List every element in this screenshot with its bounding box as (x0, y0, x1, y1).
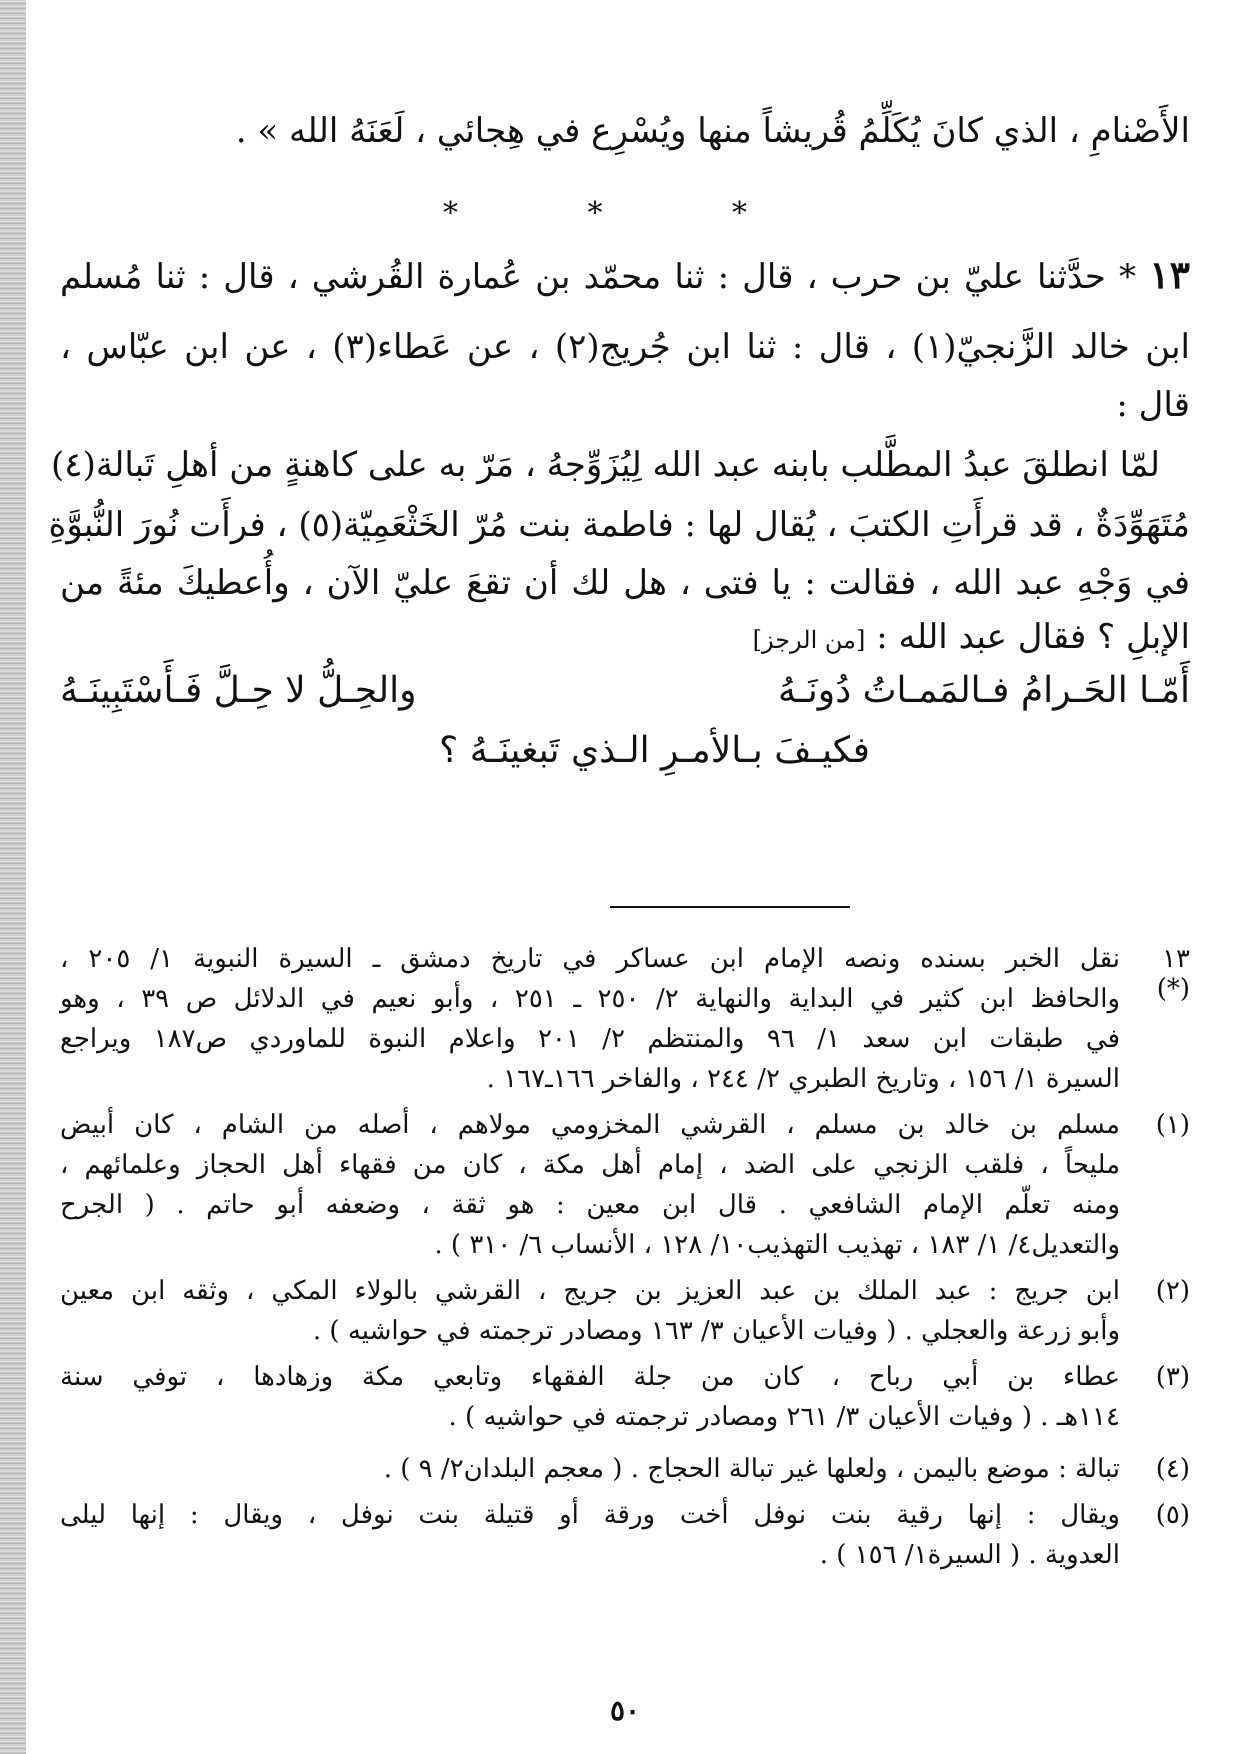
footnote-1-line-3: ومنه تعلّم الإمام الشافعي . قال ابن معين : هو ثقة ، وضعفه أبو حاتم . ( الجرح (60, 1190, 1120, 1220)
hadith-para-4-text: الإبلِ ؟ فقال عبد الله : (876, 617, 1190, 657)
hadith-para-3: في وَجْهِ عبد الله ، فقالت : يا فتى ، هل لك أن تقعَ عليّ الآن ، وأُعطيكَ مئةً من (60, 563, 1190, 603)
hadith-isnad-1: * حدَّثنا عليّ بن حرب ، قال : ثنا محمّد بن عُمارة القُرشي ، قال : ثنا مُسلم (60, 257, 1137, 297)
footnote-3-line-2: ١١٤هـ . ( وفيات الأعيان ٣/ ٢٦١ ومصادر ترجمته في حواشيه ) . (448, 1402, 1120, 1432)
footnote-2-line-1: ابن جريج : عبد الملك بن عبد العزيز بن جريج ، القرشي بالولاء المكي ، وثقه ابن معين (60, 1276, 1120, 1306)
footnote-1-line-1: مسلم بن خالد بن مسلم ، القرشي المخزومي مولاهم ، أصله من الشام ، كان أبيض (60, 1110, 1120, 1140)
verse-line-2: فكيـفَ بـالأمـرِ الـذي تَبغينَـهُ ؟ (439, 730, 870, 771)
meter-label: [من الرجز] (752, 626, 866, 654)
footnote-13-line-2: والحافظ ابن كثير في البداية والنهاية ٢/ ٢٥٠ ـ ٢٥١ ، وأبو نعيم في الدلائل ص ٣٩ ، وهو (60, 984, 1120, 1014)
intro-line: الأَصْنامِ ، الذي كانَ يُكَلِّمُ قُريشاً منها ويُسْرِع في هِجائي ، لَعَنَهُ الله » . (235, 111, 1190, 151)
footnote-number-13: ١٣ (*) (1156, 944, 1190, 1004)
footnote-number-5: (٥) (1155, 1500, 1190, 1530)
footnote-divider (610, 906, 850, 908)
footnote-number-4: (٤) (1155, 1454, 1190, 1484)
footnote-5-line-1: ويقال : إنها رقية بنت نوفل أخت ورقة أو قتيلة بنت نوفل ، ويقال : إنها ليلى (60, 1500, 1120, 1530)
hadith-line-3: قال : (1116, 385, 1190, 425)
footnote-number-2: (٢) (1155, 1276, 1190, 1306)
hadith-number: ١٣ (1149, 252, 1191, 297)
hadith-para-4 (60, 612, 1190, 665)
section-separator: * * * (442, 196, 808, 231)
footnote-4-line-1: تبالة : موضع باليمن ، ولعلها غير تبالة الحجاج . ( معجم البلدان٢/ ٩ ) . (383, 1454, 1120, 1484)
footnote-number-1: (١) (1155, 1110, 1190, 1140)
footnote-13-line-1: نقل الخبر بسنده ونصه الإمام ابن عساكر في تاريخ دمشق ـ السيرة النبوية ١/ ٢٠٥ ، (60, 944, 1121, 974)
verse-hemistich-2: والحِـلُّ لا حِـلَّ فَـأَسْتَبِينَـهُ (60, 670, 417, 711)
footnote-3-line-1: عطاء بن أبي رباح ، كان من جلة الفقهاء وتابعي مكة وزهادها ، توفي سنة (60, 1362, 1120, 1392)
verse-hemistich-1: أَمّـا الحَـرامُ فـالمَمـاتُ دُونَـهُ (777, 670, 1190, 711)
footnote-number-3: (٣) (1155, 1362, 1190, 1392)
scan-edge (0, 0, 26, 1754)
footnote-13-line-3: في طبقات ابن سعد ١/ ٩٦ والمنتظم ٢/ ٢٠١ واعلام النبوة للماوردي ص١٨٧ ويراجع (60, 1024, 1121, 1054)
hadith-para-1: لمّا انطلقَ عبدُ المطَّلب بابنه عبد الله لِيُزَوِّجهُ ، مَرّ به على كاهنةٍ من أهلِ تَبالة(٤) (51, 445, 1160, 485)
book-page (48, 0, 1191, 1754)
hadith-para-2: مُتَهَوِّدَةٌ ، قد قرأَتِ الكتبَ ، يُقال لها : فاطمة بنت مُرّ الخَثْعَمِيّة(٥) ، فرأَت نُورَ النُّبوَّةِ (48, 505, 1190, 545)
footnote-5-line-2: العدوية . ( السيرة١/ ١٥٦ ) . (819, 1540, 1120, 1570)
page-number: ٥٠ (609, 1694, 641, 1727)
footnote-1-line-4: والتعديل٤/ ١/ ١٨٣ ، تهذيب التهذيب١٠/ ١٢٨ ، الأنساب ٦/ ٣١٠ ) . (434, 1230, 1120, 1260)
hadith-line-2: ابن خالد الزَّنجيّ(١) ، قال : ثنا ابن جُريج(٢) ، عن عَطاء(٣) ، عن ابن عبّاس ، (60, 327, 1190, 367)
footnote-2-line-2: وأبو زرعة والعجلي . ( وفيات الأعيان ٣/ ١٦٣ ومصادر ترجمته في حواشيه ) . (312, 1316, 1120, 1346)
footnote-13-line-4: السيرة ١/ ١٥٦ ، وتاريخ الطبري ٢/ ٢٤٤ ، والفاخر ١٦٦ـ١٦٧ . (486, 1064, 1120, 1094)
footnote-1-line-2: مليحاً ، فلقب الزنجي على الضد ، إمام أهل مكة ، كان من فقهاء أهل الحجاز وعلمائهم ، (60, 1150, 1120, 1180)
hadith-line-1 (60, 250, 1190, 302)
